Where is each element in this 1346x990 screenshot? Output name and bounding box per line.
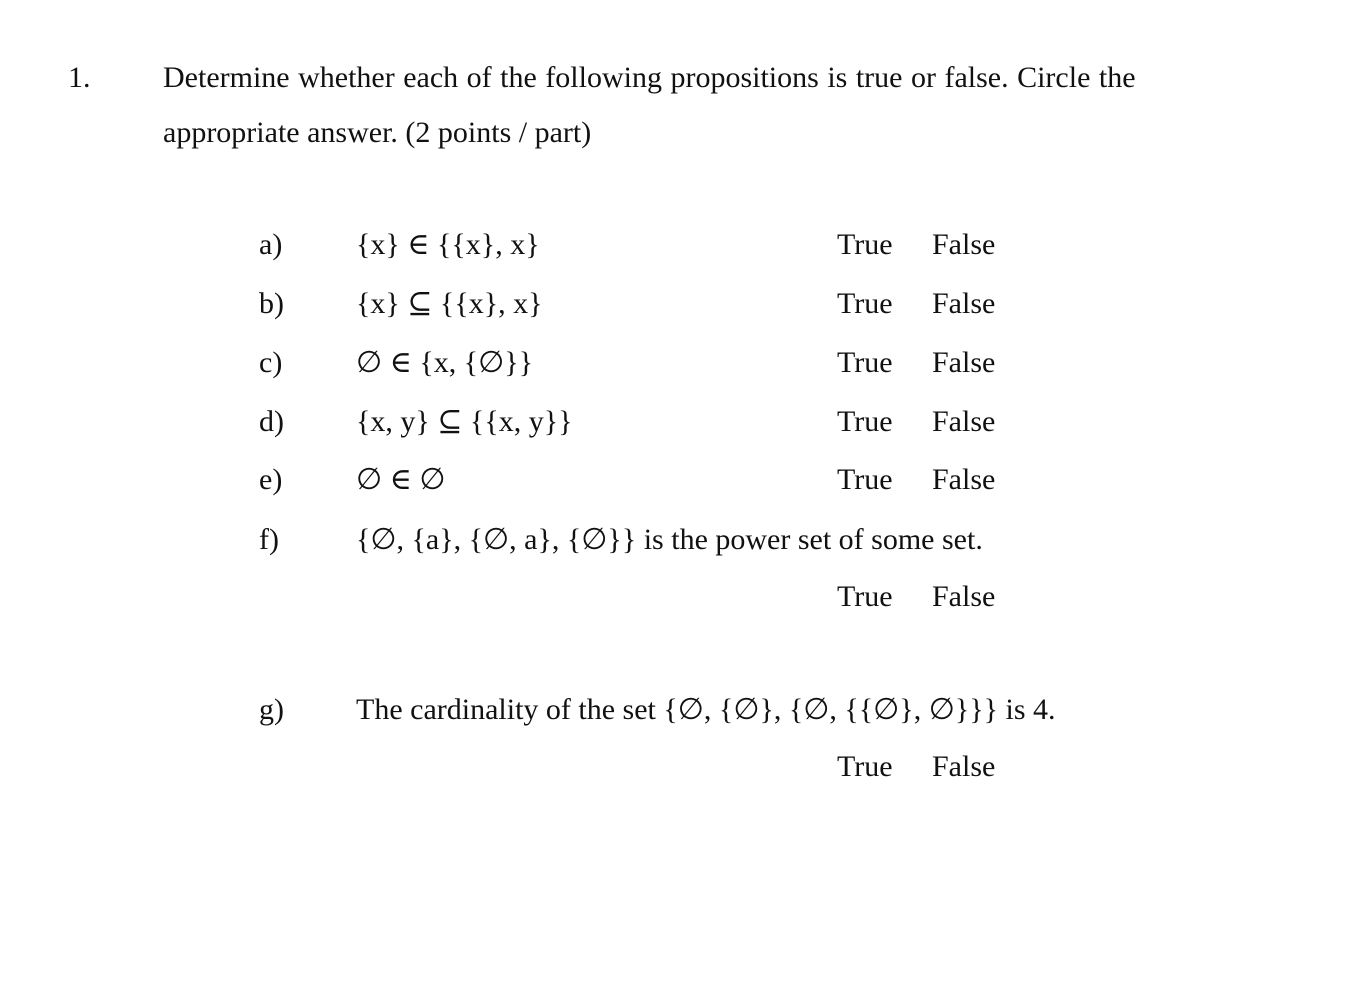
part-c-label: c)	[259, 346, 283, 379]
part-d-label: d)	[259, 405, 284, 438]
part-d-statement: {x, y} ⊆ {{x, y}}	[356, 405, 573, 438]
part-b-false-option[interactable]: False	[932, 287, 996, 320]
part-g-label: g)	[259, 693, 284, 726]
part-d-true-option[interactable]: True	[837, 405, 893, 438]
question-number: 1.	[68, 61, 91, 94]
part-a-label: a)	[259, 228, 283, 261]
part-a-statement: {x} ∈ {{x}, x}	[356, 228, 540, 261]
part-f-statement: {∅, {a}, {∅, a}, {∅}} is the power set of some set.	[356, 523, 983, 556]
question-instruction-line-2: appropriate answer. (2 points / part)	[163, 116, 592, 149]
part-e-label: e)	[259, 463, 283, 496]
part-b-statement: {x} ⊆ {{x}, x}	[356, 287, 543, 320]
part-e-statement: ∅ ∈ ∅	[356, 463, 446, 496]
part-c-true-option[interactable]: True	[837, 346, 893, 379]
part-g-false-option[interactable]: False	[932, 750, 996, 783]
question-instruction-line-1: Determine whether each of the following propositions is true or false. Circle the	[163, 61, 1136, 94]
part-f-false-option[interactable]: False	[932, 580, 996, 613]
part-f-label: f)	[259, 523, 279, 556]
part-e-true-option[interactable]: True	[837, 463, 893, 496]
part-b-label: b)	[259, 287, 284, 320]
part-f-true-option[interactable]: True	[837, 580, 893, 613]
part-e-false-option[interactable]: False	[932, 463, 996, 496]
part-b-true-option[interactable]: True	[837, 287, 893, 320]
part-g-true-option[interactable]: True	[837, 750, 893, 783]
part-g-statement: The cardinality of the set {∅, {∅}, {∅, {{∅}, ∅}}} is 4.	[356, 693, 1056, 726]
part-a-false-option[interactable]: False	[932, 228, 996, 261]
part-d-false-option[interactable]: False	[932, 405, 996, 438]
part-c-statement: ∅ ∈ {x, {∅}}	[356, 346, 534, 379]
part-c-false-option[interactable]: False	[932, 346, 996, 379]
part-a-true-option[interactable]: True	[837, 228, 893, 261]
